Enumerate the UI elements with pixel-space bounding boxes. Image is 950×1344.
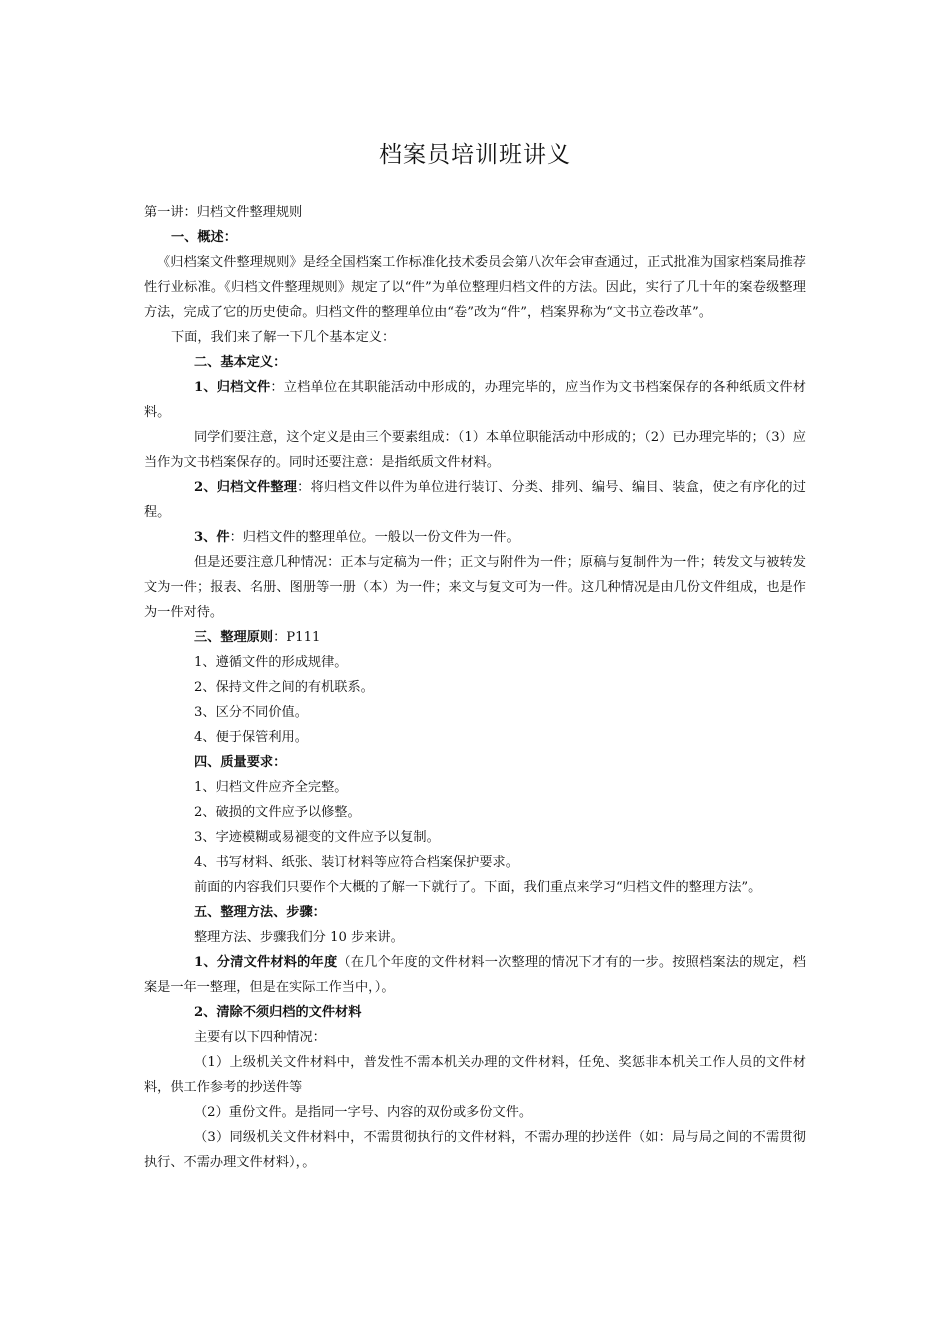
case-item: （2）重份文件。是指同一字号、内容的双份或多份文件。 [194, 1105, 533, 1120]
quality-item: 4、书写材料、纸张、装订材料等应符合档案保护要求。 [194, 855, 519, 870]
step-1: 1、分清文件材料的年度（在几个年度的文件材料一次整理的情况下才有的一步。按照档案法的规定，档案是一年一整理，但是在实际工作当中，）。 [144, 955, 806, 995]
section-2-heading: 二、基本定义： [194, 355, 287, 370]
case-item: （3）同级机关文件材料中，不需贯彻执行的文件材料，不需办理的抄送件（如：局与局之间的不需贯彻执行、不需办理文件材料），。 [144, 1130, 806, 1170]
principle-item: 4、便于保管利用。 [194, 730, 308, 745]
steps-intro: 整理方法、步骤我们分 10 步来讲。 [194, 930, 404, 945]
page-title: 档案员培训班讲义 [379, 142, 571, 168]
principle-item: 1、遵循文件的形成规律。 [194, 655, 348, 670]
definition-3-note: 但是还要注意几种情况：正本与定稿为一件；正文与附件为一件；原稿与复制件为一件；转发文与被转发文为一件；报表、名册、图册等一册（本）为一件；来文与复文可为一件。这几种情况是由几份文件组成，也是作为一件对待。 [144, 555, 806, 620]
definition-3: 3、件：归档文件的整理单位。一般以一份文件为一件。 [194, 530, 520, 545]
transition-paragraph: 前面的内容我们只要作个大概的了解一下就行了。下面，我们重点来学习“归档文件的整理方法”。 [194, 880, 762, 895]
section-4-heading: 四、质量要求： [194, 755, 287, 770]
lecture-heading: 第一讲：归档文件整理规则 [144, 205, 303, 220]
step-2-heading: 2、清除不须归档的文件材料 [194, 1005, 362, 1020]
section-1-heading: 一、概述： [171, 230, 237, 245]
quality-item: 2、破损的文件应予以修整。 [194, 805, 361, 820]
document-body [144, 200, 806, 1175]
step-2-intro: 主要有以下四种情况： [194, 1030, 326, 1045]
case-item: （1）上级机关文件材料中，普发性不需本机关办理的文件材料，任免、奖惩非本机关工作人员的文件材料，供工作参考的抄送件等 [144, 1055, 806, 1095]
quality-item: 1、归档文件应齐全完整。 [194, 780, 348, 795]
definitions-lead: 下面，我们来了解一下几个基本定义： [171, 330, 396, 345]
principle-item: 2、保持文件之间的有机联系。 [194, 680, 374, 695]
definition-1-note: 同学们要注意，这个定义是由三个要素组成：（1）本单位职能活动中形成的；（2）已办理完毕的；（3）应当作为文书档案保存的。同时还要注意：是指纸质文件材料。 [144, 430, 806, 470]
definition-2: 2、归档文件整理：将归档文件以件为单位进行装订、分类、排列、编号、编目、装盒，使之有序化的过程。 [144, 480, 806, 520]
section-3-heading: 三、整理原则：P111 [194, 630, 321, 645]
intro-paragraph: 《归档案文件整理规则》是经全国档案工作标准化技术委员会第八次年会审查通过，正式批准为国家档案局推荐性行业标准。《归档文件整理规则》规定了以“件”为单位整理归档文件的方法。因此，实行了几十年的案卷级整理方法，完成了它的历史使命。归档文件的整理单位由“卷”改为“件”，档案界称为“文书立卷改革”。 [144, 255, 806, 320]
definition-1: 1、归档文件：立档单位在其职能活动中形成的，办理完毕的，应当作为文书档案保存的各种纸质文件材料。 [144, 380, 806, 420]
principle-item: 3、区分不同价值。 [194, 705, 308, 720]
quality-item: 3、字迹模糊或易褪变的文件应予以复制。 [194, 830, 440, 845]
section-5-heading: 五、整理方法、步骤： [194, 905, 326, 920]
